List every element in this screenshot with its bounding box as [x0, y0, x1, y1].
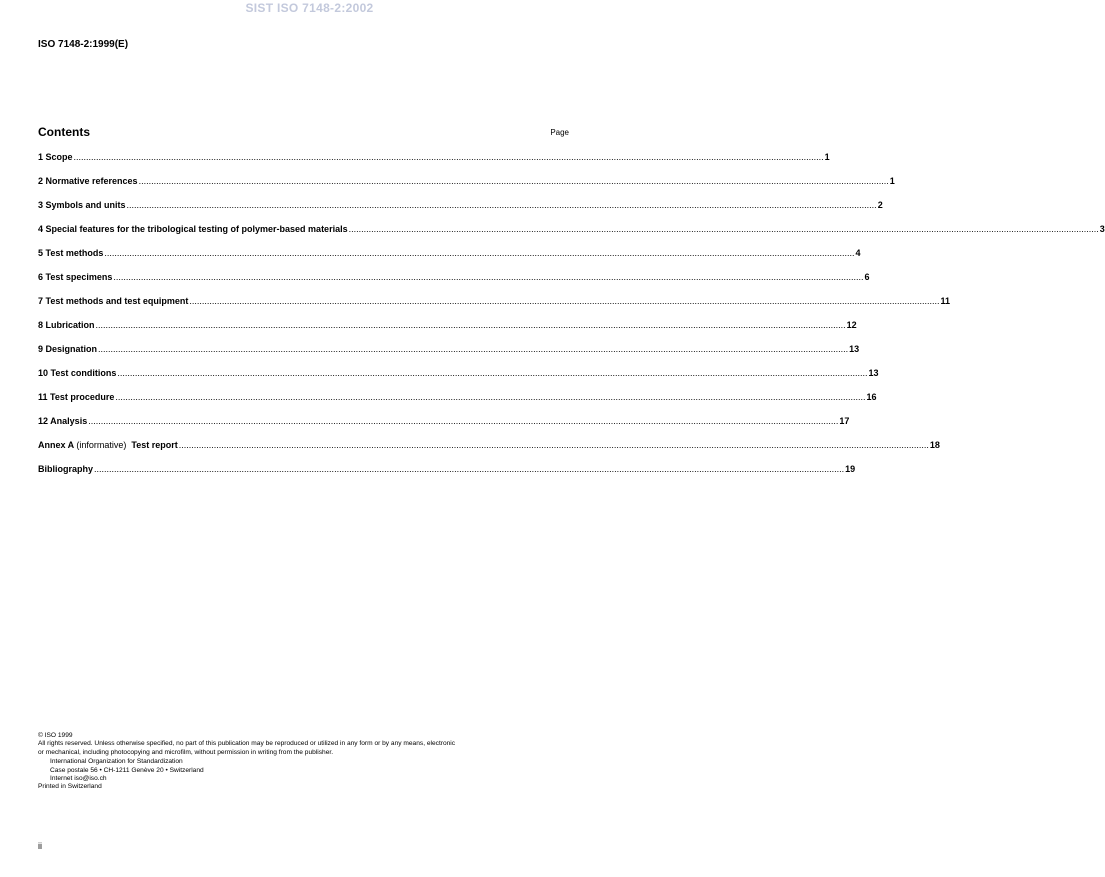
toc-entry-page: 1 [824, 152, 830, 162]
toc-entry-page: 17 [839, 416, 850, 426]
annex-title: Test report [131, 440, 178, 450]
toc-entry-title: 11 Test procedure [38, 392, 115, 402]
dot-leader: ............................................................................................................................................................................................................................................................................................................ [94, 464, 845, 474]
dot-leader: ............................................................................................................................................................................................................................................................................................................ [348, 224, 1099, 234]
toc-entry-page: 13 [849, 344, 860, 354]
toc-entry-bibliography[interactable] [38, 464, 856, 488]
toc-entry-page: 6 [864, 272, 870, 282]
toc-entry-title: 12 Analysis [38, 416, 88, 426]
toc-entry-title: 7 Test methods and test equipment [38, 296, 189, 306]
toc-entry-test-methods[interactable] [38, 248, 861, 272]
toc-entry-title: 8 Lubrication [38, 320, 95, 330]
dot-leader: ............................................................................................................................................................................................................................................................................................................ [88, 416, 839, 426]
annex-label: Annex A [38, 440, 74, 450]
dot-leader: ............................................................................................................................................................................................................................................................................................................ [117, 368, 868, 378]
toc-entry-test-methods-and-equipment[interactable] [38, 296, 951, 320]
toc-entry-page: 19 [845, 464, 856, 474]
toc-entry-title: 3 Symbols and units [38, 200, 126, 210]
toc-entry-title: 4 Special features for the tribological testing of polymer-based materials [38, 224, 348, 234]
dot-leader: ............................................................................................................................................................................................................................................................................................................ [178, 440, 929, 450]
organization-name: International Organization for Standardization [50, 758, 183, 766]
dot-leader: ............................................................................................................................................................................................................................................................................................................ [113, 272, 864, 282]
toc-entry-page: 2 [877, 200, 883, 210]
toc-entry-symbols-and-units[interactable] [38, 200, 883, 224]
dot-leader: ............................................................................................................................................................................................................................................................................................................ [115, 392, 866, 402]
dot-leader: ............................................................................................................................................................................................................................................................................................................ [104, 248, 855, 258]
dot-leader: ............................................................................................................................................................................................................................................................................................................ [189, 296, 940, 306]
dot-leader: ............................................................................................................................................................................................................................................................................................................ [126, 200, 877, 210]
toc-entry-page: 18 [929, 440, 940, 450]
toc-entry-test-procedure[interactable] [38, 392, 877, 416]
dot-leader: ............................................................................................................................................................................................................................................................................................................ [138, 176, 889, 186]
table-of-contents [38, 152, 1105, 488]
toc-entry-designation[interactable] [38, 344, 860, 368]
toc-entry-annex-a[interactable] [38, 440, 940, 464]
toc-entry-test-specimens[interactable] [38, 272, 870, 296]
page-number: ii [38, 841, 42, 851]
document-id: ISO 7148-2:1999(E) [38, 39, 129, 50]
toc-entry-normative-references[interactable] [38, 176, 895, 200]
toc-entry-title: 1 Scope [38, 152, 73, 162]
dot-leader: ............................................................................................................................................................................................................................................................................................................ [73, 152, 824, 162]
dot-leader: ............................................................................................................................................................................................................................................................................................................ [95, 320, 846, 330]
copyright-footer [38, 732, 578, 792]
rights-text-line: or mechanical, including photocopying and microfilm, without permission in writing from the publisher. [38, 748, 334, 756]
toc-entry-title: 6 Test specimens [38, 272, 113, 282]
toc-entry-test-conditions[interactable] [38, 368, 879, 392]
toc-entry-title: 2 Normative references [38, 176, 138, 186]
annex-type: (informative) [76, 440, 127, 450]
toc-entry-page: 16 [866, 392, 877, 402]
toc-entry-lubrication[interactable] [38, 320, 857, 344]
postal-address: Case postale 56 • CH-1211 Genève 20 • Switzerland [50, 766, 204, 774]
dot-leader: ............................................................................................................................................................................................................................................................................................................ [98, 344, 849, 354]
toc-entry-scope[interactable] [38, 152, 830, 176]
toc-entry-page: 13 [868, 368, 879, 378]
printed-in: Printed in Switzerland [38, 783, 102, 791]
copyright-line: © ISO 1999 [38, 732, 73, 739]
toc-entry-title: 10 Test conditions [38, 368, 117, 378]
toc-entry-title: Bibliography [38, 464, 94, 474]
toc-entry-title: 5 Test methods [38, 248, 104, 258]
toc-entry-page: 3 [1099, 224, 1105, 234]
toc-entry-page: 12 [846, 320, 857, 330]
toc-entry-page: 11 [940, 296, 951, 306]
toc-entry-page: 1 [889, 176, 895, 186]
contents-heading: Contents [38, 125, 90, 139]
toc-entry-special-features[interactable] [38, 224, 1105, 248]
watermark: SIST ISO 7148-2:2002 [245, 1, 374, 15]
internet-address: Internet iso@iso.ch [50, 775, 107, 783]
toc-entry-page: 4 [855, 248, 861, 258]
page-column-label: Page [550, 128, 569, 137]
toc-entry-title [38, 440, 178, 450]
toc-entry-analysis[interactable] [38, 416, 850, 440]
toc-entry-title: 9 Designation [38, 344, 98, 354]
rights-text-line: All rights reserved. Unless otherwise specified, no part of this publication may be reproduced or utilized in any form or by any means, electronic [38, 740, 456, 748]
